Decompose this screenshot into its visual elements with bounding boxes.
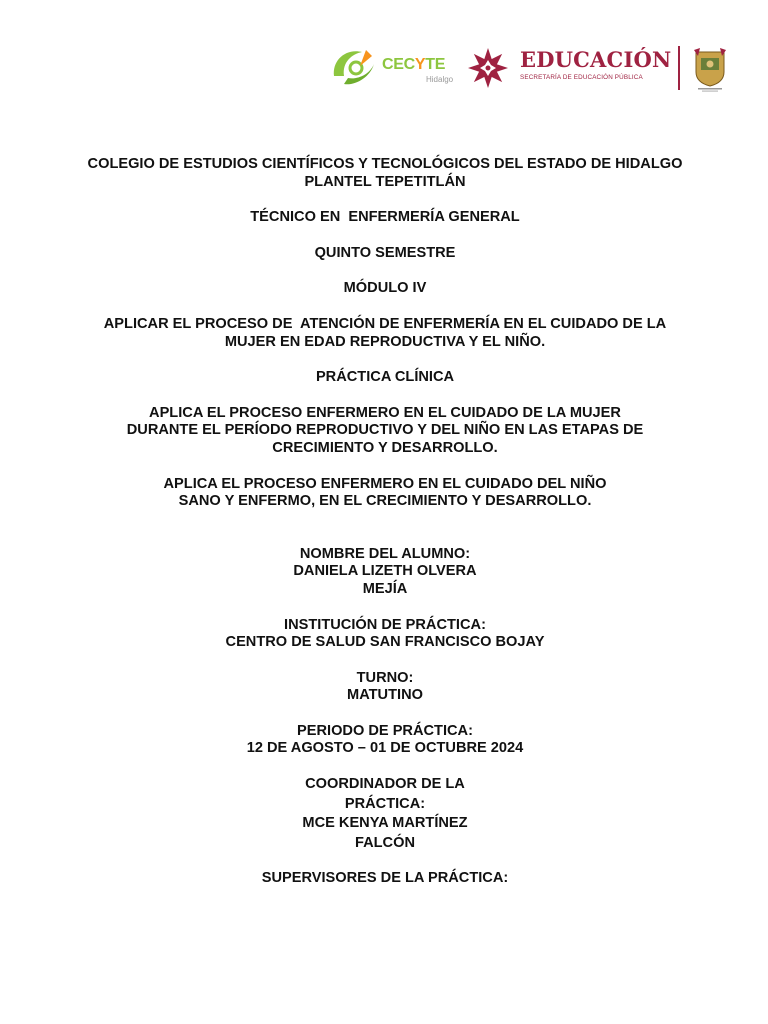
module-title: APLICAR EL PROCESO DE ATENCIÓN DE ENFERMERÍA EN EL CUIDADO DE LA — [103, 315, 667, 332]
campus-line: PLANTEL TEPETITLÁN — [304, 173, 466, 190]
hidalgo-seal-icon — [692, 46, 728, 92]
shift-label: TURNO: — [356, 669, 414, 686]
student-name: DANIELA LIZETH OLVERA — [293, 563, 477, 580]
semester-line: QUINTO SEMESTRE — [314, 244, 456, 261]
educacion-title: EDUCACIÓN — [520, 47, 672, 72]
student-name-cont: MEJÍA — [362, 580, 408, 597]
period-value: 12 DE AGOSTO – 01 DE OCTUBRE 2024 — [246, 740, 524, 757]
objective-1-end: CRECIMIENTO Y DESARROLLO. — [272, 439, 498, 456]
objective-2: APLICA EL PROCESO ENFERMERO EN EL CUIDADO DEL NIÑO — [163, 475, 607, 492]
header-logos — [326, 40, 732, 98]
shift-value: MATUTINO — [347, 687, 423, 704]
institution-value: CENTRO DE SALUD SAN FRANCISCO BOJAY — [225, 634, 545, 651]
practice-type: PRÁCTICA CLÍNICA — [315, 369, 455, 386]
student-label: NOMBRE DEL ALUMNO: — [299, 545, 471, 562]
coordinator-label: COORDINADOR DE LA — [305, 776, 465, 793]
module-line: MÓDULO IV — [343, 280, 427, 297]
career-title: TÉCNICO EN ENFERMERÍA GENERAL — [250, 209, 520, 226]
objective-1: APLICA EL PROCESO ENFERMERO EN EL CUIDADO DE LA MUJER — [149, 404, 621, 421]
cecyte-wordmark: CECYTE — [382, 56, 446, 73]
cover-content — [40, 156, 730, 888]
institution-line: COLEGIO DE ESTUDIOS CIENTÍFICOS Y TECNOLÓGICOS DEL ESTADO DE HIDALGO — [87, 156, 683, 172]
logo-divider — [678, 46, 680, 90]
objective-1-cont: DURANTE EL PERÍODO REPRODUCTIVO Y DEL NIÑO EN LAS ETAPAS DE — [126, 422, 644, 439]
educacion-subtitle: SECRETARÍA DE EDUCACIÓN PÚBLICA — [520, 74, 643, 81]
cecyte-subtitle: Hidalgo — [426, 75, 454, 84]
mexican-star-icon — [466, 46, 510, 90]
coordinator-name-cont: FALCÓN — [355, 834, 415, 851]
cecyte-logo-icon — [330, 46, 380, 90]
cecyte-logo — [330, 44, 460, 96]
educacion-logo — [520, 48, 670, 88]
module-title-cont: MUJER EN EDAD REPRODUCTIVA Y EL NIÑO. — [224, 333, 546, 350]
coordinator-name: MCE KENYA MARTÍNEZ — [302, 815, 468, 832]
institution-label: INSTITUCIÓN DE PRÁCTICA: — [284, 616, 486, 633]
objective-2-cont: SANO Y ENFERMO, EN EL CRECIMIENTO Y DESARROLLO. — [178, 493, 592, 510]
supervisors-label: SUPERVISORES DE LA PRÁCTICA: — [261, 870, 509, 887]
period-label: PERIODO DE PRÁCTICA: — [297, 722, 473, 739]
coordinator-label-cont: PRÁCTICA: — [344, 795, 426, 812]
